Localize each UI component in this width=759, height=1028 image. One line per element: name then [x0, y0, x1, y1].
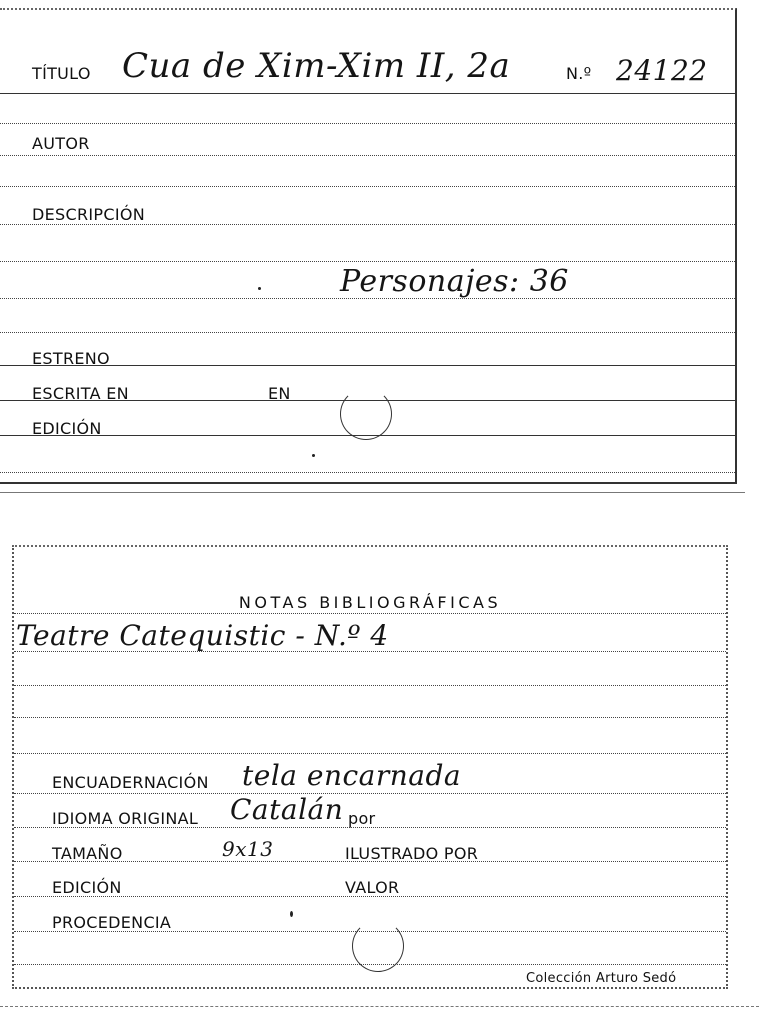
- number-value: 24122: [616, 54, 708, 87]
- provenance-label: PROCEDENCIA: [52, 913, 172, 932]
- notes-value: Teatre Catequistic - N.º 4: [16, 619, 389, 652]
- card-separator: [0, 492, 745, 493]
- rule: [0, 123, 735, 124]
- rule: [14, 793, 726, 794]
- number-label: N.º: [566, 64, 592, 83]
- rule: [0, 261, 735, 262]
- written-in-label: ESCRITA EN: [32, 384, 129, 403]
- catalog-card-bottom: [12, 545, 728, 989]
- in-label: EN: [268, 384, 291, 403]
- value-label: VALOR: [345, 878, 400, 897]
- rule: [14, 613, 726, 614]
- author-label: AUTOR: [32, 134, 90, 153]
- edition-label: EDICIÓN: [52, 878, 122, 897]
- rule: [14, 685, 726, 686]
- collection-credit: Colección Arturo Sedó: [526, 971, 677, 986]
- bottom-edge: [0, 1006, 759, 1007]
- rule: [0, 186, 735, 187]
- rule: [14, 753, 726, 754]
- ink-dot: [258, 287, 261, 290]
- punch-hole: [352, 920, 404, 972]
- rule: [0, 332, 735, 333]
- title-value: Cua de Xim-Xim II, 2a: [122, 46, 511, 86]
- characters-value: Personajes: 36: [340, 264, 569, 299]
- size-label: TAMAÑO: [52, 844, 123, 863]
- size-value: 9x13: [222, 837, 274, 861]
- binding-value: tela encarnada: [242, 759, 462, 792]
- rule: [0, 93, 735, 94]
- original-language-value: Catalán: [230, 793, 344, 826]
- rule: [0, 365, 735, 366]
- by-label: por: [348, 809, 376, 828]
- binding-label: ENCUADERNACIÓN: [52, 773, 209, 792]
- rule: [0, 224, 735, 225]
- edition-label: EDICIÓN: [32, 419, 102, 438]
- catalog-card-top: [0, 8, 737, 484]
- punch-hole: [340, 388, 392, 440]
- title-label: TÍTULO: [32, 64, 91, 83]
- premiere-label: ESTRENO: [32, 349, 110, 368]
- description-label: DESCRIPCIÓN: [32, 205, 145, 224]
- rule: [0, 472, 735, 473]
- ink-dot: [290, 911, 293, 917]
- illustrated-by-label: ILUSTRADO POR: [345, 844, 479, 863]
- ink-dot: [312, 454, 315, 457]
- rule: [0, 155, 735, 156]
- rule: [14, 717, 726, 718]
- original-language-label: IDIOMA ORIGINAL: [52, 809, 199, 828]
- bibliographic-notes-heading: NOTAS BIBLIOGRÁFICAS: [238, 593, 502, 612]
